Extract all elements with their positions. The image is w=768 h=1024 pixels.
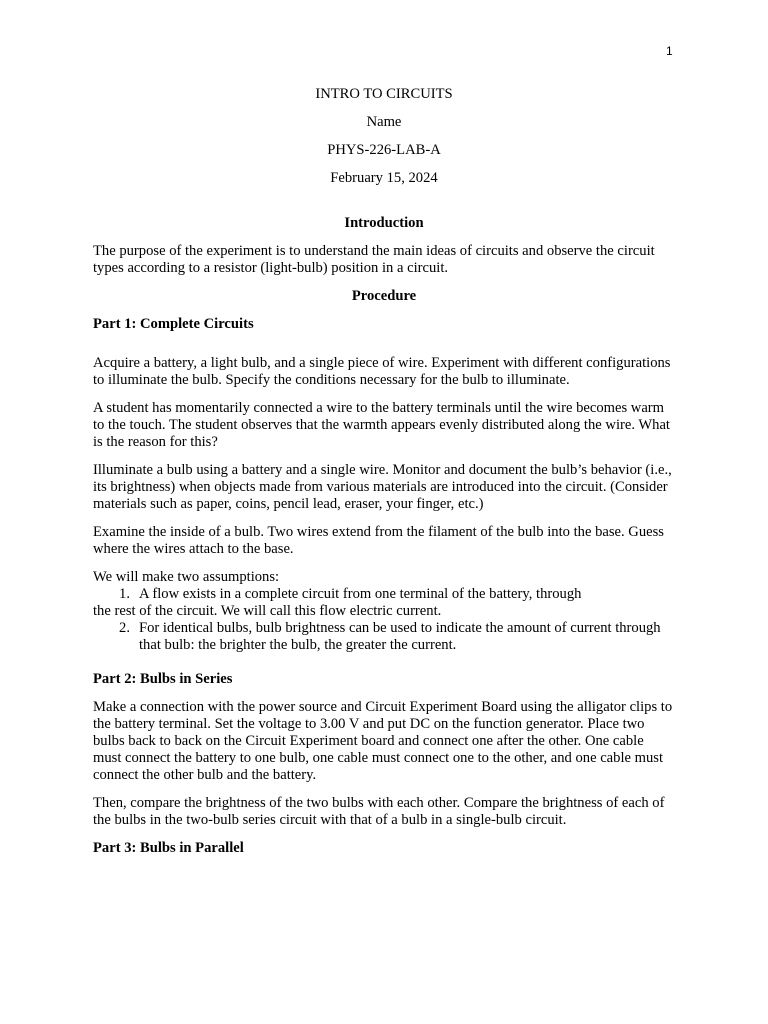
course-code: PHYS-226-LAB-A — [327, 142, 441, 158]
part1-paragraph: A student has momentarily connected a wire to the battery terminals until the wire becomes warm to the touch. The student observes that the warmth appears evenly distributed along the wire. What is the reason for this? — [93, 400, 670, 450]
list-item-number: 1. — [119, 586, 130, 602]
list-item-continuation: the rest of the circuit. We will call this flow electric current. — [93, 603, 442, 619]
assumptions-intro: We will make two assumptions: — [93, 569, 280, 585]
part2-heading: Part 2: Bulbs in Series — [93, 671, 233, 687]
introduction-text: The purpose of the experiment is to understand the main ideas of circuits and observe the circuit types according to a resistor (light-bulb) position in a circuit. — [93, 243, 655, 276]
list-item-number: 2. — [119, 620, 130, 636]
page-number: 1 — [666, 44, 673, 58]
document-date: February 15, 2024 — [330, 170, 438, 186]
document-body — [93, 86, 675, 868]
list-item-text: A flow exists in a complete circuit from one terminal of the battery, through — [139, 586, 582, 602]
title-block — [93, 86, 675, 187]
part2-paragraph: Then, compare the brightness of the two bulbs with each other. Compare the brightness of each of the bulbs in the two-bulb series circuit with that of a bulb in a single-bulb circuit. — [93, 795, 665, 828]
part1-paragraph: Examine the inside of a bulb. Two wires extend from the filament of the bulb into the base. Guess where the wires attach to the base. — [93, 524, 664, 557]
document-title: INTRO TO CIRCUITS — [315, 86, 453, 102]
assumptions-list — [93, 569, 675, 654]
part2-paragraph: Make a connection with the power source and Circuit Experiment Board using the alligator clips to the battery terminal. Set the voltage to 3.00 V and put DC on the function generator. Place two bulbs back to back on the Circuit Experiment board and connect one after the other. One cable must connect the battery to one bulb, one cable must connect one to the other, and one cable must connect the other bulb and the battery. — [93, 699, 673, 783]
list-item — [93, 586, 675, 603]
part3-heading: Part 3: Bulbs in Parallel — [93, 840, 244, 856]
student-name: Name — [366, 114, 402, 130]
part1-paragraph: Illuminate a bulb using a battery and a single wire. Monitor and document the bulb’s behavior (i.e., its brightness) when objects made from various materials are introduced into the circuit. (Consider materials such as paper, coins, pencil lead, eraser, your finger, etc.) — [93, 462, 672, 512]
part1-paragraph: Acquire a battery, a light bulb, and a single piece of wire. Experiment with different configurations to illuminate the bulb. Specify the conditions necessary for the bulb to illuminate. — [93, 355, 671, 388]
introduction-heading: Introduction — [344, 215, 424, 231]
list-item — [93, 620, 675, 654]
list-item-text: For identical bulbs, bulb brightness can be used to indicate the amount of current through that bulb: the brighter the bulb, the greater the current. — [139, 620, 661, 653]
procedure-heading: Procedure — [351, 288, 417, 304]
part1-heading: Part 1: Complete Circuits — [93, 316, 254, 332]
